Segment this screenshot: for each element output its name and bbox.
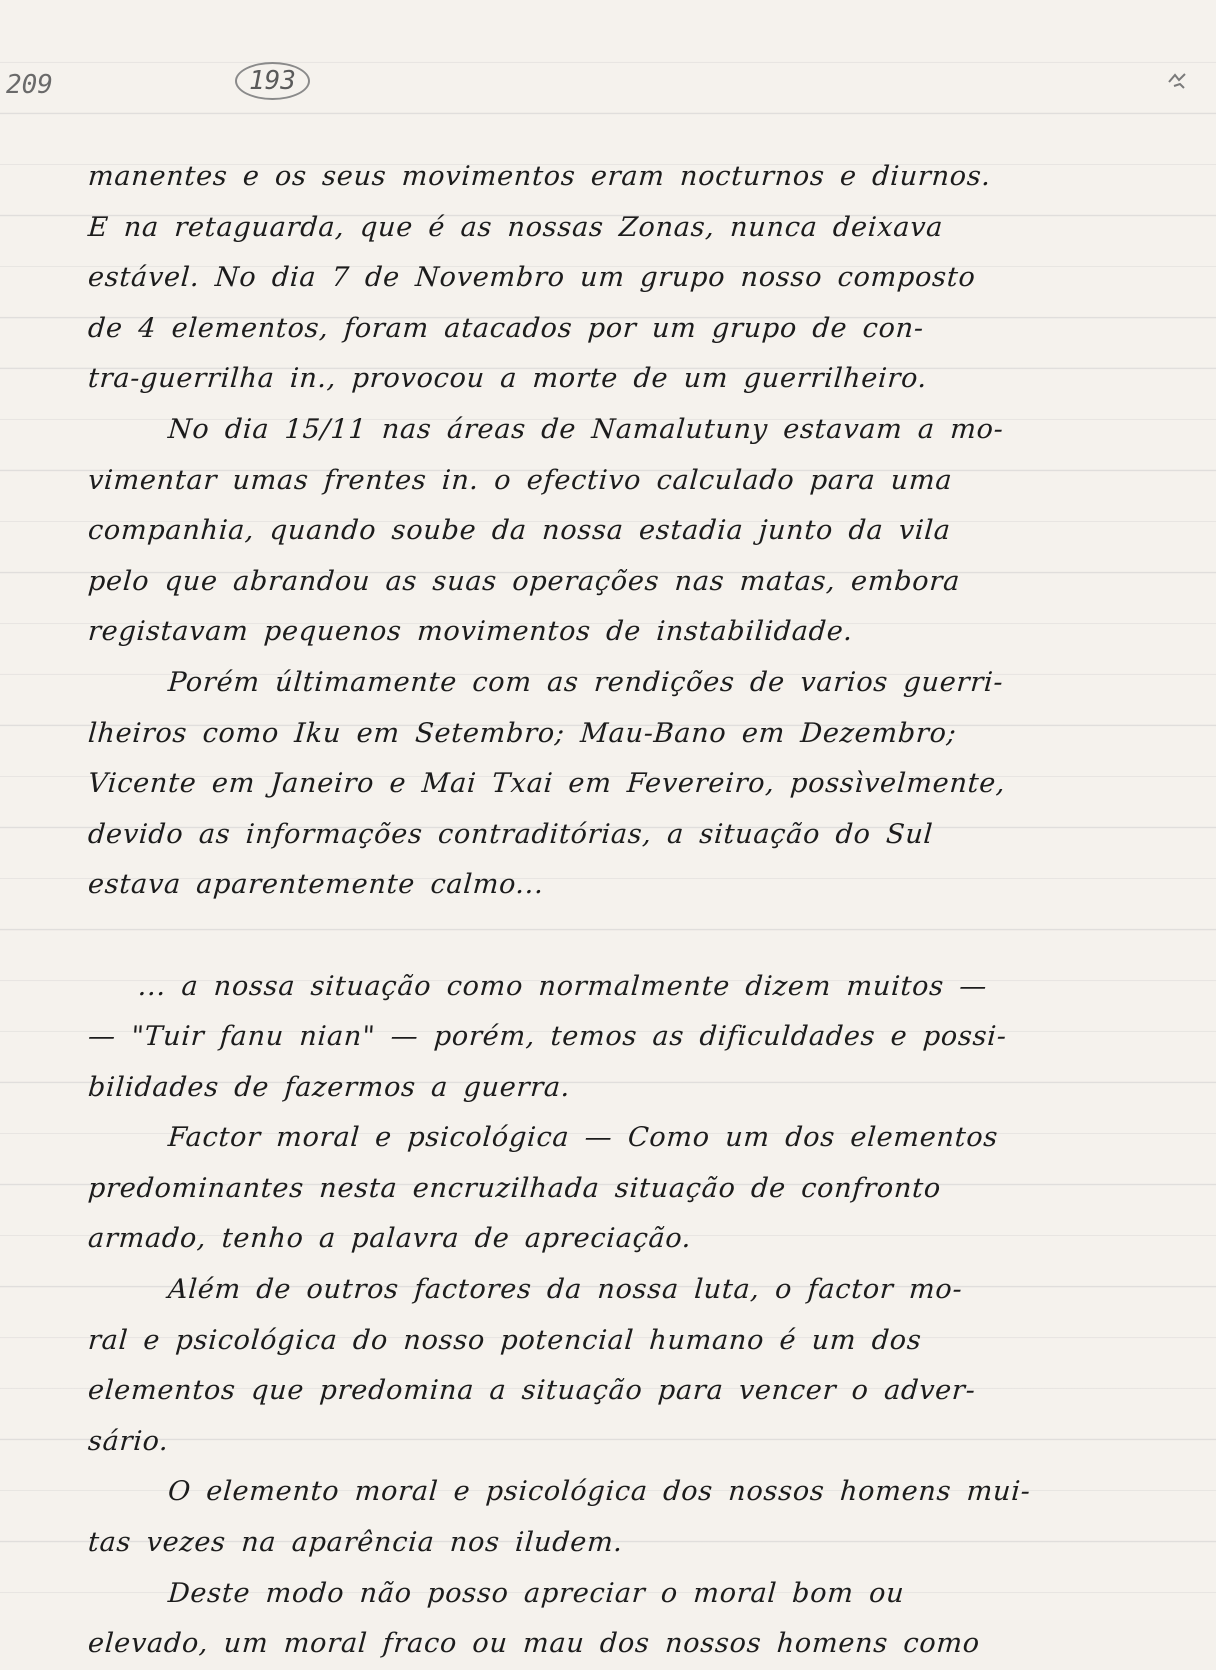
text-line: elevado, um moral fraco ou mau dos nossos homens como (86, 1628, 982, 1660)
text-line: Porém últimamente com as rendições de varios guerri- (166, 666, 1005, 698)
text-line: tra-guerrilha in., provocou a morte de um guerrilheiro. (86, 363, 929, 395)
text-line: elementos que predomina a situação para vencer o adver- (86, 1375, 977, 1407)
ink-mark-icon (1166, 70, 1188, 92)
text-line: Deste modo não posso apreciar o moral bom ou (166, 1577, 906, 1609)
text-line: estável. No dia 7 de Novembro um grupo nosso composto (86, 262, 977, 294)
text-line: No dia 15/11 nas áreas de Namalutuny estavam a mo- (166, 413, 1005, 445)
text-line: companhia, quando soube da nossa estadia junto da vila (86, 515, 952, 547)
text-line: pelo que abrandou as suas operações nas matas, embora (86, 565, 962, 597)
blank-line (86, 911, 1150, 962)
handwritten-text (88, 152, 1148, 1670)
text-line: registavam pequenos movimentos de instabilidade. (86, 616, 855, 648)
page-numbers (0, 62, 320, 102)
text-line: lheiros como Iku em Setembro; Mau-Bano em Dezembro; (86, 717, 958, 749)
text-line: estava aparentemente calmo... (86, 869, 546, 901)
text-line: Vicente em Janeiro e Mai Txai em Fevereiro, possìvelmente, (86, 768, 1007, 800)
text-line: E na retaguarda, que é as nossas Zonas, nunca deixava (86, 211, 945, 243)
text-line: de 4 elementos, foram atacados por um grupo de con- (86, 312, 925, 344)
text-line: ... a nossa situação como normalmente dizem muitos — (136, 970, 989, 1002)
text-line: ral e psicológica do nosso potencial humano é um dos (86, 1324, 923, 1356)
text-line: vimentar umas frentes in. o efectivo calculado para uma (86, 464, 954, 496)
text-line: Factor moral e psicológica — Como um dos elementos (166, 1122, 1000, 1154)
text-line: armado, tenho a palavra de apreciação. (86, 1223, 693, 1255)
text-line: predominantes nesta encruzilhada situação de confronto (86, 1172, 943, 1204)
text-line: tas vezes na aparência nos iludem. (86, 1527, 625, 1559)
text-line: devido as informações contraditórias, a situação do Sul (86, 818, 935, 850)
page-number-outer: 209 (6, 70, 53, 100)
text-line: sário. (86, 1425, 170, 1457)
text-line: bilidades de fazermos a guerra. (86, 1071, 572, 1103)
text-line: O elemento moral e psicológica dos nossos homens mui- (166, 1476, 1032, 1508)
text-line: Além de outros factores da nossa luta, o factor mo- (166, 1274, 964, 1306)
text-line: manentes e os seus movimentos eram nocturnos e diurnos. (86, 161, 993, 192)
page-number-inner: 193 (235, 62, 310, 100)
text-line: — "Tuir fanu nian" — porém, temos as dificuldades e possi- (86, 1021, 1008, 1053)
